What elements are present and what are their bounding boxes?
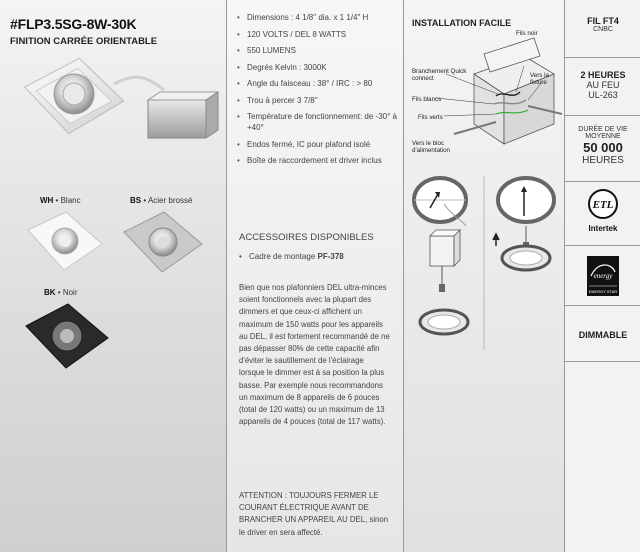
variant-bk-name: Noir (62, 288, 78, 297)
fil-ft4-sub: CNBC (593, 26, 613, 33)
variant-bk-code: BK (44, 288, 56, 297)
label-fils-noir: Fils noir (516, 30, 538, 37)
variant-bs-code: BS (130, 196, 142, 205)
label-vers-bloc: Vers le bloc d'alimentation (412, 140, 450, 154)
lifetime-unit: HEURES (582, 155, 624, 166)
variant-bs: BS • Acier brossé (130, 196, 193, 205)
accessories-title: ACCESSOIRES DISPONIBLES (239, 232, 374, 243)
fire-rating-box (565, 58, 640, 116)
variant-bk: BK • Noir (44, 288, 78, 297)
variant-wh-name: Blanc (60, 196, 81, 205)
variant-wh-code: WH (40, 196, 54, 205)
product-code: #FLP3.5SG-8W-30K (10, 16, 137, 32)
installation-steps-diagram (404, 172, 564, 352)
etl-logo-text: ETL (592, 199, 614, 211)
product-column (0, 0, 226, 552)
lifetime-line1: DURÉE DE VIE (578, 126, 628, 133)
energy-star-text: ENERGY STAR (588, 289, 618, 294)
dimmable-box (565, 306, 640, 362)
spec-item: • Degrés Kelvin : 3000K (235, 62, 397, 73)
variant-wh-image (22, 208, 108, 274)
spec-item: • 550 LUMENS (235, 45, 397, 56)
spec-list (235, 12, 397, 172)
accessory-label: Cadre de montage (249, 252, 316, 261)
variant-bs-name: Acier brossé (147, 196, 193, 205)
lifetime-box (565, 116, 640, 182)
product-subtitle: FINITION CARRÉE ORIENTABLE (10, 36, 158, 47)
etl-sub: Intertek (588, 224, 618, 233)
label-branchement: Branchement Quick connect (412, 68, 467, 82)
dimmable-label: DIMMABLE (578, 330, 628, 340)
lifetime-value: 50 000 (583, 140, 623, 155)
spec-item: • 120 VOLTS / DEL 8 WATTS (235, 29, 397, 40)
installation-title: INSTALLATION FACILE (412, 18, 512, 28)
spec-item: • Endos fermé, IC pour plafond isolé (235, 139, 397, 150)
lifetime-line2: MOYENNE (585, 133, 621, 140)
fil-ft4-box (565, 0, 640, 58)
label-vers-fixture: Vers la fixture (530, 72, 549, 86)
spec-item: • Boîte de raccordement et driver inclus (235, 155, 397, 166)
etl-box (565, 182, 640, 246)
energy-star-box (565, 246, 640, 306)
spec-item: • Dimensions : 4 1/8" dia. x 1 1/4" H (235, 12, 397, 23)
fil-ft4-title: FIL FT4 (587, 16, 619, 26)
accessory-code: PF-378 (317, 252, 344, 261)
attention-note: ATTENTION : TOUJOURS FERMER LE COURANT ÉLECTRIQUE AVANT DE BRANCHER UN APPAREIL AU DEL, sinon le driver en sera affecté. (239, 491, 389, 537)
energy-star-script: energy (593, 272, 613, 280)
fire-rating-line3: UL-263 (588, 90, 618, 100)
certifications-column (564, 0, 640, 552)
variant-wh: WH • Blanc (40, 196, 81, 205)
fire-rating-title: 2 HEURES (580, 70, 626, 80)
variant-bk-image (20, 300, 114, 372)
label-fils-verts: Fils verts (418, 114, 443, 121)
accessory-item (239, 252, 344, 261)
label-fils-blancs: Fils blancs (412, 96, 442, 103)
variant-bs-image (118, 208, 208, 276)
etl-logo-icon (587, 188, 619, 220)
spec-item: • Température de fonctionnement: de -30° à +40° (235, 111, 397, 133)
energy-star-icon (587, 256, 619, 296)
specs-column (226, 0, 404, 552)
spec-item: • Trou à percer 3 7/8" (235, 95, 397, 106)
dimmer-paragraph: Bien que nos plafonniers DEL ultra-minces soient fonctionnels avec la plupart des dimmers et que ceux-ci affichent un maximum de 150 watts pour les appareils au DEL, il est fortement recommandé de ne pas dépasser 80% de cette capacité afin d'éviter le sautillement de l'éclairage lorsque le dimmer est à sa position la plus basse. Par exemple nous recommandons un maximum de 8 appareils de 6 pouces (total de 120 watts) ou un maximum de 13 appareils de 4 pouces (total de 117 watts). (239, 283, 390, 427)
product-main-image (14, 54, 220, 184)
spec-item: • Angle du faisceau : 38° / IRC : > 80 (235, 78, 397, 89)
fire-rating-line2: AU FEU (586, 80, 620, 90)
installation-column (404, 0, 564, 552)
